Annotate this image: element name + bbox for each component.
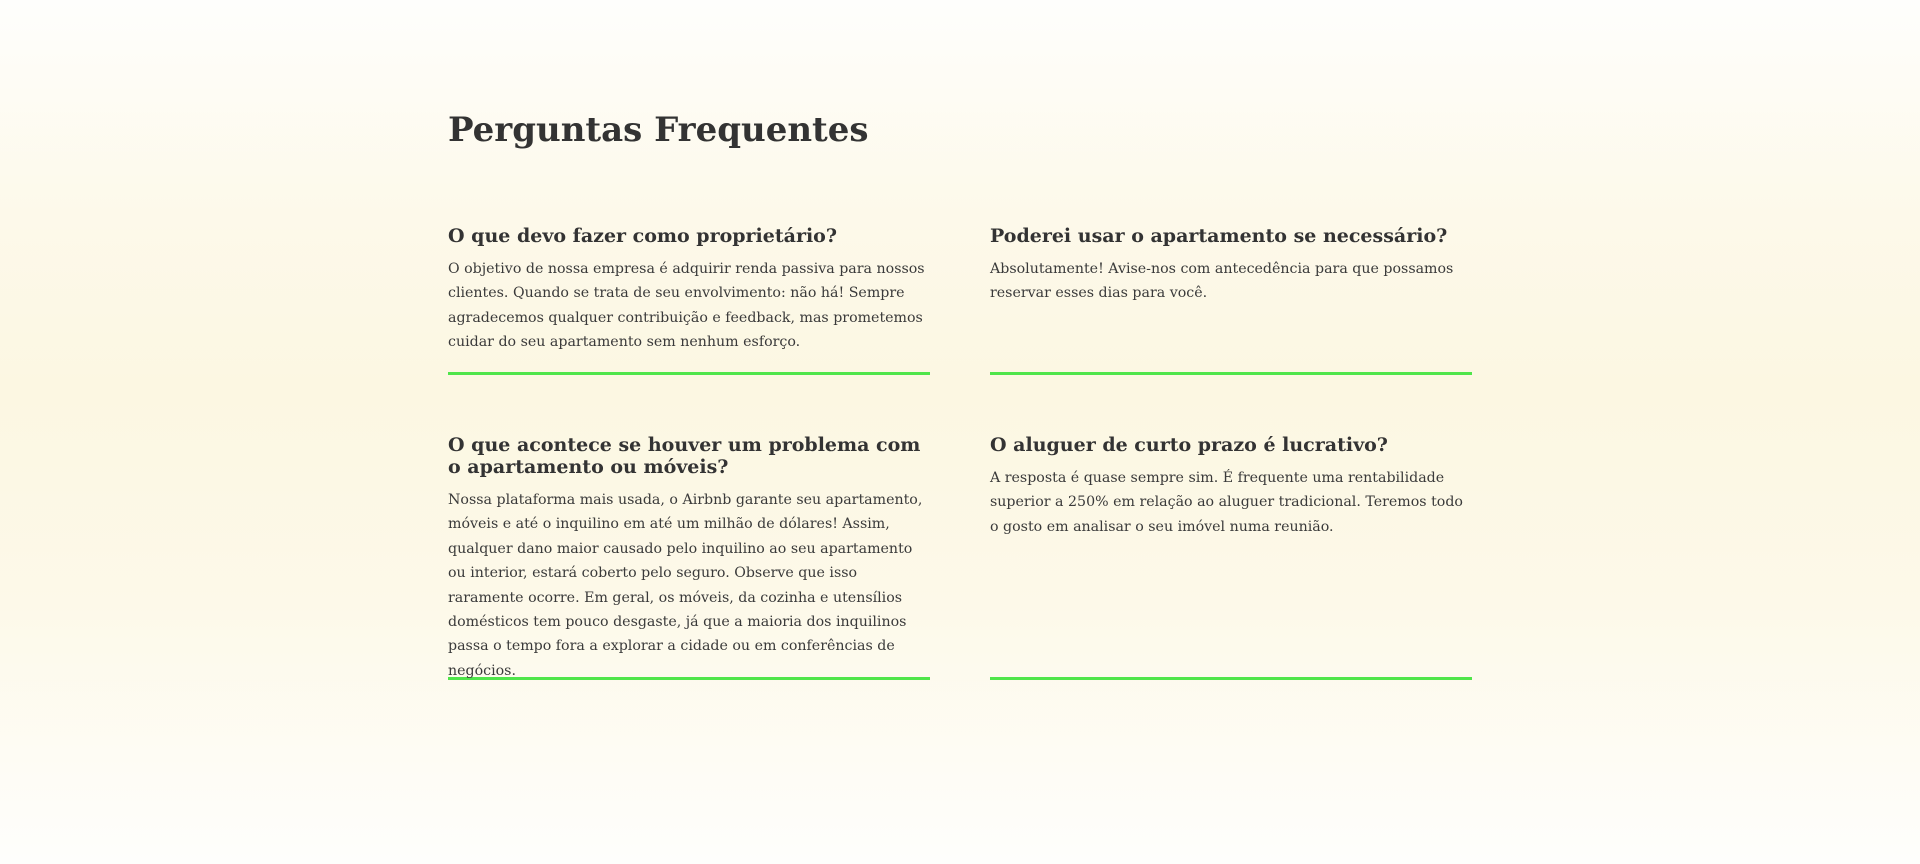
faq-answer: O objetivo de nossa empresa é adquirir renda passiva para nossos clientes. Quando se trata de seu envolvimento: não há! Sempre agradecemos qualquer contribuição e feedback, mas prometemos cuidar do seu apartamento sem nenhum esforço.	[448, 261, 925, 351]
faq-item-owner-role	[448, 225, 930, 375]
faq-item-damage-problem	[448, 434, 930, 680]
faq-question: O que devo fazer como proprietário?	[448, 225, 837, 247]
faq-title: Perguntas Frequentes	[448, 110, 869, 150]
faq-question: O aluguer de curto prazo é lucrativo?	[990, 434, 1388, 456]
faq-item-profitability	[990, 434, 1472, 680]
faq-section	[448, 0, 1472, 864]
faq-item-use-apartment	[990, 225, 1472, 375]
faq-answer: A resposta é quase sempre sim. É frequente uma rentabilidade superior a 250% em relação ao aluguer tradicional. Teremos todo o gosto em analisar o seu imóvel numa reunião.	[990, 470, 1463, 535]
faq-answer: Nossa plataforma mais usada, o Airbnb garante seu apartamento, móveis e até o inquilino em até um milhão de dólares! Assim, qualquer dano maior causado pelo inquilino ao seu apartamento ou interior, estará coberto pelo seguro. Observe que isso raramente ocorre. Em geral, os móveis, da cozinha e utensílios domésticos tem pouco desgaste, já que a maioria dos inquilinos passa o tempo fora a explorar a cidade ou em conferências de negócios.	[448, 492, 923, 679]
faq-question: O que acontece se houver um problema com o apartamento ou móveis?	[448, 434, 921, 478]
faq-answer: Absolutamente! Avise-nos com antecedência para que possamos reservar esses dias para você.	[990, 261, 1454, 302]
faq-question: Poderei usar o apartamento se necessário?	[990, 225, 1448, 247]
